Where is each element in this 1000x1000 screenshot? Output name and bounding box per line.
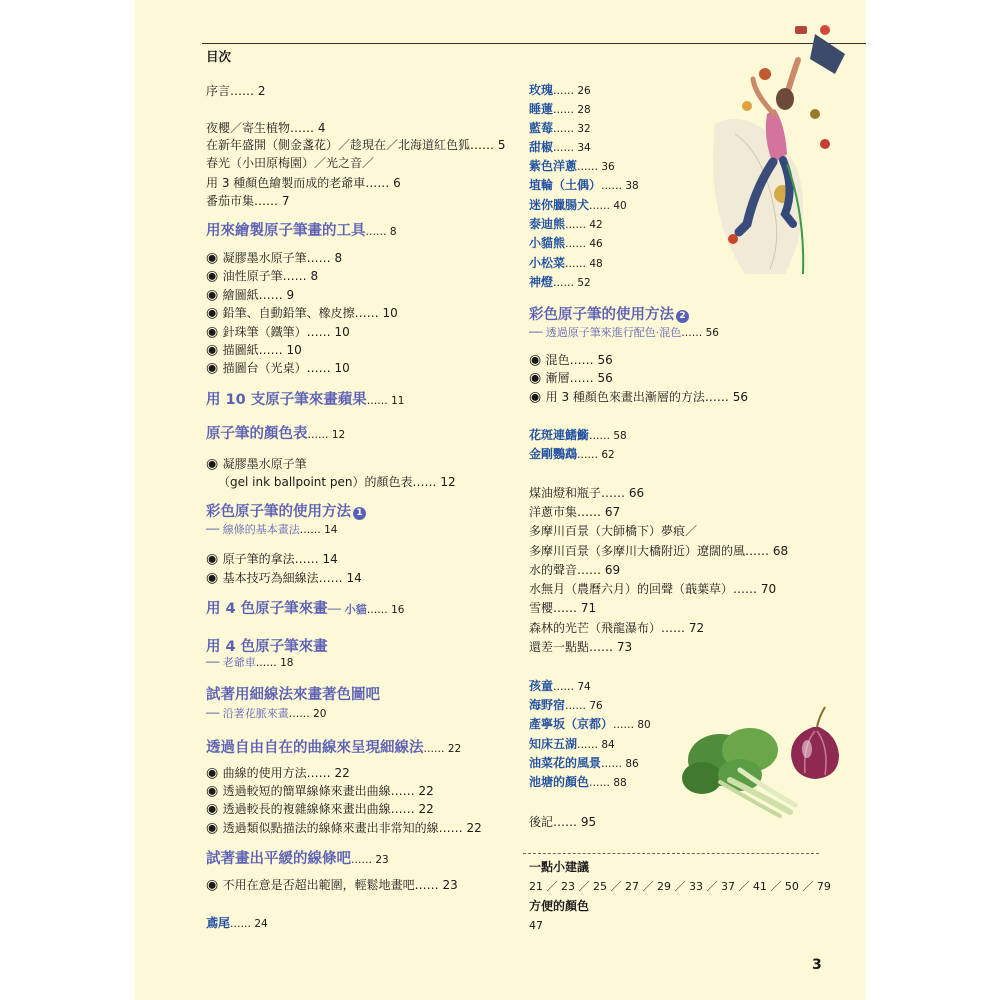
- toc-page: [135, 0, 866, 1000]
- section-heading: 試著畫出平緩的線條吧…… 23: [206, 851, 389, 867]
- toc-artwork-entry: 小松菜…… 48: [529, 256, 603, 270]
- toc-bullet-item: ◉ 混色…… 56: [529, 352, 613, 368]
- toc-artwork-entry: 紫色洋蔥…… 36: [529, 159, 615, 173]
- section-heading: 試著用細線法來畫著色圖吧: [206, 687, 380, 703]
- toc-entry: 水的聲音…… 69: [529, 563, 621, 577]
- toc-entry: 番茄市集…… 7: [206, 194, 290, 208]
- toc-bullet-item: ◉ 描圖台（光桌）…… 10: [206, 360, 350, 376]
- toc-entry: （gel ink ballpoint pen）的顏色表…… 12: [218, 475, 456, 489]
- section-heading: 用 10 支原子筆來畫蘋果…… 11: [206, 392, 405, 408]
- toc-artwork-entry: 迷你臘腸犬…… 40: [529, 198, 627, 212]
- toc-afterword: 後記…… 95: [529, 815, 597, 829]
- toc-bullet-item: ◉ 透過類似點描法的線條來畫出非常知的線…… 22: [206, 820, 482, 836]
- toc-bullet-item: ◉ 透過較短的簡單線條來畫出曲線…… 22: [206, 783, 434, 799]
- toc-bullet-item: ◉ 繪圖紙…… 9: [206, 287, 295, 303]
- toc-bullet-item: ◉ 凝膠墨水原子筆: [206, 456, 307, 472]
- toc-artwork-entry: 油菜花的風景…… 86: [529, 756, 639, 770]
- toc-artwork-entry: 埴輪（土偶）…… 38: [529, 178, 639, 192]
- onion-illustration: [785, 705, 845, 785]
- toc-artwork-entry: 知床五湖…… 84: [529, 737, 615, 751]
- colors-title: 方便的顏色: [529, 899, 590, 913]
- climber-illustration: [675, 14, 855, 284]
- toc-entry: 還差一點點…… 73: [529, 640, 633, 654]
- toc-bullet-item: ◉ 漸層…… 56: [529, 370, 613, 386]
- section-heading: 彩色原子筆的使用方法 2: [529, 306, 689, 324]
- section-subtitle: ── 透過原子筆來進行配色‧混色…… 56: [529, 326, 719, 339]
- toc-bullet-item: ◉ 用 3 種顏色來畫出漸層的方法…… 56: [529, 389, 749, 405]
- toc-artwork-entry: 睡蓮…… 28: [529, 102, 591, 116]
- toc-entry: 雪櫻…… 71: [529, 601, 597, 615]
- toc-entry: 在新年盛開（側金盞花）／趁現在／北海道紅色狐…… 5: [206, 138, 506, 152]
- toc-artwork-entry: 藍莓…… 32: [529, 121, 591, 135]
- section-subtitle: ── 線條的基本畫法…… 14: [206, 523, 338, 536]
- toc-artwork-entry: 池塘的顏色…… 88: [529, 775, 627, 789]
- section-heading: 用 4 色原子筆來畫── 小貓…… 16: [206, 601, 405, 617]
- toc-artwork-entry: 小貓熊…… 46: [529, 236, 603, 250]
- toc-bullet-item: ◉ 曲線的使用方法…… 22: [206, 765, 350, 781]
- section-heading: 透過自由自在的曲線來呈現細線法…… 22: [206, 740, 462, 756]
- toc-artwork-entry: 泰迪熊…… 42: [529, 217, 603, 231]
- toc-bullet-item: ◉ 透過較長的複雜線條來畫出曲線…… 22: [206, 801, 434, 817]
- toc-bullet-item: ◉ 鉛筆、自動鉛筆、橡皮擦…… 10: [206, 305, 398, 321]
- toc-entry: 水無月（農曆六月）的回聲（蕺葉草）…… 70: [529, 582, 777, 596]
- section-heading: 彩色原子筆的使用方法 1: [206, 503, 366, 521]
- toc-entry: 洋蔥市集…… 67: [529, 505, 621, 519]
- section-subtitle: ── 沿著花脈來畫…… 20: [206, 707, 327, 720]
- toc-artwork-entry: 甜椒…… 34: [529, 140, 591, 154]
- toc-artwork-entry: 鳶尾…… 24: [206, 916, 268, 930]
- toc-artwork-entry: 花斑連鰭䲗…… 58: [529, 428, 627, 442]
- toc-entry: 夜櫻／寄生植物…… 4: [206, 121, 326, 135]
- toc-artwork-entry: 神燈…… 52: [529, 275, 591, 289]
- toc-bullet-item: ◉ 針珠筆（鐵筆）…… 10: [206, 324, 350, 340]
- number-badge: 1: [353, 507, 366, 520]
- toc-preface: 序言…… 2: [206, 84, 266, 98]
- toc-entry: 用 3 種顏色繪製而成的老爺車…… 6: [206, 176, 401, 190]
- section-heading: 用來繪製原子筆畫的工具…… 8: [206, 223, 397, 239]
- dashed-divider: [523, 853, 819, 854]
- toc-bullet-item: ◉ 油性原子筆…… 8: [206, 268, 319, 284]
- toc-entry: 多摩川百景（大師橋下）夢痕／: [529, 524, 698, 538]
- toc-bullet-item: ◉ 不用在意是否超出範圍，輕鬆地畫吧…… 23: [206, 877, 458, 893]
- toc-bullet-item: ◉ 凝膠墨水原子筆…… 8: [206, 250, 343, 266]
- tips-pages: 21 ／ 23 ／ 25 ／ 27 ／ 29 ／ 33 ／ 37 ／ 41 ／ 50 ／ 79: [529, 880, 831, 893]
- toc-artwork-entry: 玫瑰…… 26: [529, 83, 591, 97]
- toc-artwork-entry: 金剛鸚鵡…… 62: [529, 447, 615, 461]
- toc-artwork-entry: 產寧坂（京都）…… 80: [529, 717, 651, 731]
- section-heading: 用 4 色原子筆來畫: [206, 639, 328, 655]
- toc-entry: 森林的光芒（飛龍瀑布）…… 72: [529, 621, 705, 635]
- number-badge: 2: [676, 310, 689, 323]
- page-number: 3: [812, 957, 822, 973]
- toc-title: 目次: [206, 49, 232, 64]
- toc-entry: 多摩川百景（多摩川大橋附近）遼闊的風…… 68: [529, 544, 789, 558]
- toc-entry: 煤油燈和瓶子…… 66: [529, 486, 645, 500]
- toc-artwork-entry: 孩童…… 74: [529, 679, 591, 693]
- toc-entry: 春光（小田原梅園）／光之音／: [206, 156, 375, 170]
- section-heading: 原子筆的顏色表…… 12: [206, 426, 346, 442]
- section-subtitle: ── 老爺車…… 18: [206, 656, 294, 669]
- toc-bullet-item: ◉ 基本技巧為細線法…… 14: [206, 570, 362, 586]
- toc-artwork-entry: 海野宿…… 76: [529, 698, 603, 712]
- tips-title: 一點小建議: [529, 860, 590, 874]
- toc-bullet-item: ◉ 描圖紙…… 10: [206, 342, 302, 358]
- colors-page: 47: [529, 919, 543, 932]
- toc-bullet-item: ◉ 原子筆的拿法…… 14: [206, 551, 338, 567]
